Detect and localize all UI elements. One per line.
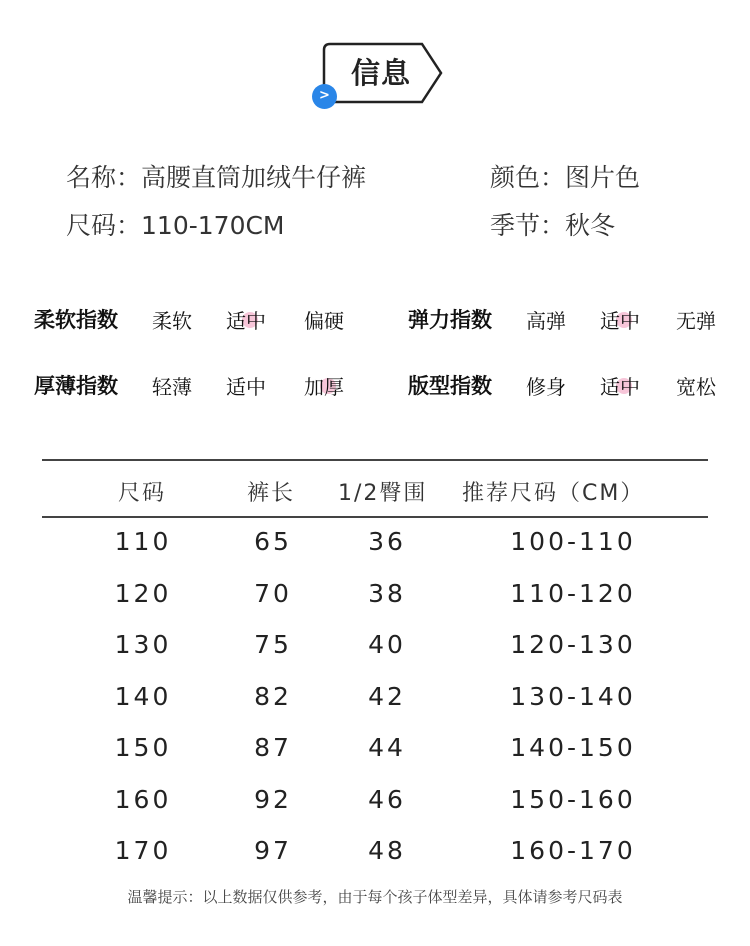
- thickness-option: 加厚: [304, 375, 344, 399]
- table-cell: 110-120: [510, 578, 636, 608]
- table-cell: 120-130: [510, 630, 636, 659]
- table-cell: 82: [254, 681, 292, 711]
- table-cell: 170: [114, 836, 172, 865]
- color-label: 颜色：: [490, 163, 566, 192]
- table-cell: 70: [254, 578, 292, 608]
- table-cell: 75: [254, 630, 292, 659]
- season-label: 季节：: [490, 211, 566, 240]
- chevron-right-icon: >: [312, 84, 337, 109]
- table-header-size: 尺码: [118, 481, 167, 506]
- table-cell: 42: [368, 681, 406, 711]
- table-cell: 110: [114, 527, 172, 556]
- table-header-hip: 1/2臀围: [338, 481, 428, 506]
- table-cell: 65: [254, 527, 292, 556]
- softness-option: 适中: [226, 309, 266, 333]
- table-header-rule: [42, 516, 708, 518]
- table-cell: 92: [254, 784, 292, 814]
- info-color: [490, 158, 640, 194]
- table-cell: 150: [114, 733, 172, 762]
- fit-option: 宽松: [676, 375, 716, 399]
- thickness-option: 轻薄: [152, 375, 192, 399]
- table-cell: 38: [368, 578, 406, 608]
- name-label: 名称：: [66, 163, 142, 192]
- table-cell: 48: [368, 836, 406, 865]
- fit-option: 修身: [526, 375, 566, 399]
- elasticity-option: 高弹: [526, 309, 566, 333]
- table-cell: 160: [114, 784, 172, 814]
- softness-option: 柔软: [152, 309, 192, 333]
- elasticity-label: 弹力指数: [408, 308, 492, 332]
- table-cell: 44: [368, 733, 406, 762]
- elasticity-option: 适中: [600, 309, 640, 333]
- size-label: 尺码：: [66, 211, 142, 240]
- table-cell: 87: [254, 733, 292, 762]
- table-cell: 120: [114, 578, 172, 608]
- elasticity-option: 无弹: [676, 309, 716, 333]
- season-value: 秋冬: [565, 211, 616, 240]
- softness-option: 偏硬: [304, 309, 344, 333]
- table-cell: 46: [368, 784, 406, 814]
- thickness-option: 适中: [226, 375, 266, 399]
- table-cell: 160-170: [510, 836, 636, 865]
- table-cell: 36: [368, 527, 406, 556]
- table-cell: 97: [254, 836, 292, 865]
- table-cell: 140: [114, 681, 172, 711]
- info-season: [490, 206, 615, 242]
- name-value: 高腰直筒加绒牛仔裤: [141, 163, 367, 192]
- table-cell: 130-140: [510, 681, 636, 711]
- table-cell: 150-160: [510, 784, 636, 814]
- table-cell: 100-110: [510, 527, 636, 556]
- thickness-label: 厚薄指数: [34, 374, 118, 398]
- section-tag: [319, 42, 444, 104]
- fit-label: 版型指数: [408, 374, 492, 398]
- info-size: [66, 206, 285, 242]
- info-name: [66, 158, 366, 194]
- table-cell: 40: [368, 630, 406, 659]
- color-value: 图片色: [565, 163, 641, 192]
- footnote: 温馨提示：以上数据仅供参考，由于每个孩子体型差异，具体请参考尺码表: [127, 888, 623, 906]
- section-title: 信息: [350, 56, 411, 90]
- table-top-rule: [42, 459, 708, 461]
- softness-label: 柔软指数: [34, 308, 118, 332]
- table-cell: 130: [114, 630, 172, 659]
- table-header-recommended: 推荐尺码（CM）: [462, 481, 645, 506]
- table-header-length: 裤长: [247, 481, 296, 506]
- size-value: 110-170CM: [141, 211, 285, 240]
- fit-option: 适中: [600, 375, 640, 399]
- table-cell: 140-150: [510, 733, 636, 762]
